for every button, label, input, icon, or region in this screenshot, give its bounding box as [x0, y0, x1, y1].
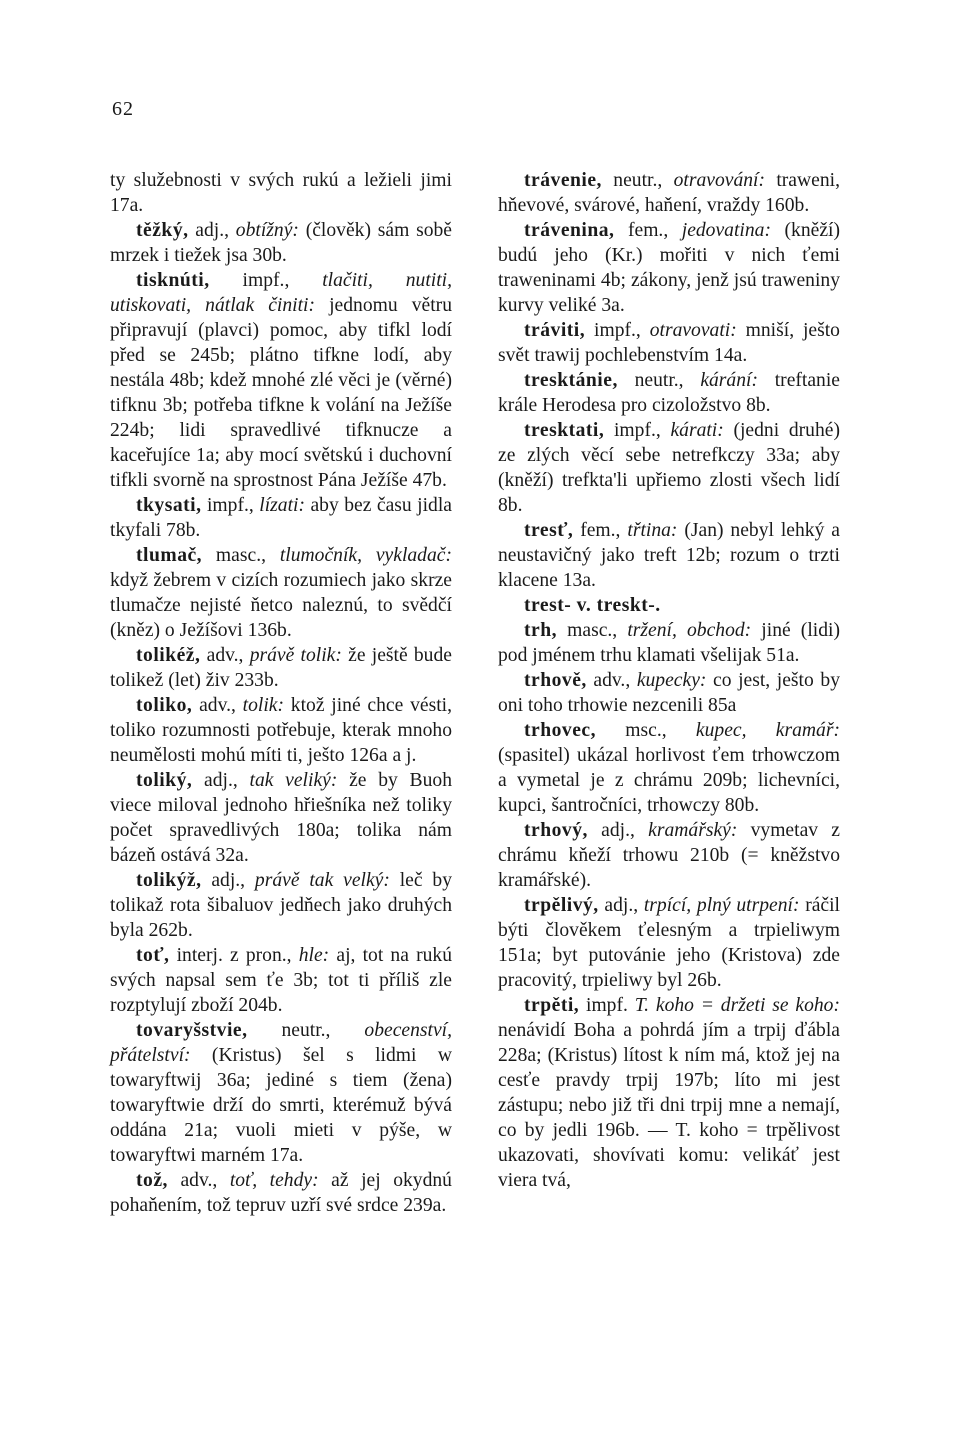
dictionary-entry: [498, 418, 840, 518]
grammar-label: masc.,: [557, 620, 628, 641]
entry-text: traweni, hňevové, svárové, haňení, vraždy 160b.: [498, 170, 840, 216]
dictionary-entry: [498, 718, 840, 818]
meaning-gloss: kupec, kramář:: [695, 720, 840, 741]
headword: tolikéž,: [136, 645, 201, 666]
entry-text: leč by tolikaž rota šibaluov jedňech jako druhých byla 262b.: [110, 870, 452, 941]
headword: toť,: [136, 945, 170, 966]
dictionary-entry: [110, 693, 452, 768]
headword: tkysati,: [136, 495, 202, 516]
meaning-gloss: otravování:: [673, 170, 766, 191]
entry-text: aj, tot na rukú svých napsal sem ťe 3b; tot ti příliš zle rozptylují zboží 204b.: [110, 945, 452, 1016]
grammar-label: neutr.,: [601, 170, 674, 191]
grammar-label: adv.,: [200, 645, 250, 666]
meaning-gloss: jedovatina:: [681, 220, 771, 241]
dictionary-entry: [110, 1168, 452, 1218]
grammar-label: adv.,: [167, 1170, 230, 1191]
entry-text: treftanie krále Herodesa pro cizoložstvo 8b.: [498, 370, 840, 416]
dictionary-entry: [110, 1018, 452, 1168]
meaning-gloss: kárati:: [670, 420, 724, 441]
entry-text: (Kristus) šel s lidmi w towaryftwij 36a; jediné s tiem (žena) towaryftwie drží do smrti, kterémuž bývá oddána 21a; vuoli mieti v pýše, w towaryftwi marném 17a.: [110, 1045, 452, 1166]
headword: tresť,: [524, 520, 574, 541]
grammar-label: adj.,: [587, 820, 649, 841]
meaning-gloss: obtížný:: [235, 220, 299, 241]
meaning-gloss: trpící, plný utrpení:: [643, 895, 800, 916]
headword: trávenie,: [524, 170, 602, 191]
grammar-label: impf.,: [604, 420, 671, 441]
dictionary-entry: [498, 593, 840, 618]
headword: trhový,: [524, 820, 588, 841]
dictionary-entry: [110, 543, 452, 643]
headword: těžký,: [136, 220, 189, 241]
meaning-gloss: otravovati:: [649, 320, 737, 341]
entry-text: že by Buoh viece miloval jednoho hřiešníka než toliky počet spravedlivých 180a; tolika nám bázeň ostává 32a.: [110, 770, 452, 866]
dictionary-entry: [110, 493, 452, 543]
grammar-label: adj.,: [201, 870, 255, 891]
headword: trpělivý,: [524, 895, 599, 916]
dictionary-entry: [110, 868, 452, 943]
dictionary-entry: [498, 318, 840, 368]
entry-text: aby bez času jidla tkyfali 78b.: [110, 495, 452, 541]
grammar-label: adj.,: [188, 220, 236, 241]
headword: tresktati,: [524, 420, 605, 441]
entry-text: nenávidí Boha a pohrdá jím a trpij ďábla 228a; (Kristus) lítost k ním má, ktož jej na cesťe pravdy trpij 197b; líto mi jest zástupu; nebo již tři dni trpij mne a nemají, co by jedli 196b. — T. koho = trpělivost ukazovati, shovívati komu: velikáť jest viera tvá,: [498, 1020, 840, 1191]
grammar-label: impf.,: [209, 270, 323, 291]
meaning-gloss: kramářský:: [648, 820, 738, 841]
entry-text: (člověk) sám sobě mrzek i tiežek jsa 30b.: [110, 220, 452, 266]
dictionary-entry: [498, 668, 840, 718]
meaning-gloss: obecenství, přátelství:: [110, 1020, 452, 1066]
entry-text: (spasitel) ukázal horlivost ťem trhowczom a vymetal je z chrámu 209b; lichevníci, kupci, šantročníci, trhowczy 80b.: [498, 745, 840, 816]
headword: treѕktánie,: [524, 370, 618, 391]
dictionary-entry: [110, 168, 452, 218]
entry-text: jednomu větru připravují (plavci) pomoc, aby tifkl lodí před se 245b; plátno tifkne lodí, aby nestála 48b; kdež mnohé zlé věci je (věrné) tifknu 3b; potřeba tifkne k volání na Ježíše 224b; lidi spravedlivé tifknucze a kaceřujíce 1a; aby mocí světskú i duchovní tifkli svorně na sprostnost Pána Ježíše 47b.: [110, 295, 452, 491]
entry-text: až jej okydnú pohaňením, tož tepruv uzří své srdce 239a.: [110, 1170, 452, 1216]
grammar-label: impf.: [579, 995, 635, 1016]
dictionary-entry: [498, 518, 840, 593]
meaning-gloss: kupecky:: [636, 670, 707, 691]
headword: trávenina,: [524, 220, 615, 241]
grammar-label: neutr.,: [247, 1020, 365, 1041]
entry-text: když žebrem v cizích rozumiech jako skrze tlumačze nejisté ňetco naleznú, to svědčí (kněz) o Ježíšovi 136b.: [110, 570, 452, 641]
headword: tlumač,: [136, 545, 203, 566]
dictionary-entry: [110, 768, 452, 868]
meaning-gloss: tolik:: [242, 695, 285, 716]
grammar-label: fem.,: [573, 520, 628, 541]
meaning-gloss: třtina:: [627, 520, 678, 541]
grammar-label: adv.,: [192, 695, 243, 716]
grammar-label: interj. z pron.,: [169, 945, 299, 966]
dictionary-entry: [498, 893, 840, 993]
meaning-gloss: tlačiti, nutiti, utiskovati, nátlak činiti:: [110, 270, 452, 316]
meaning-gloss: tlumočník, vykladač:: [279, 545, 452, 566]
headword: tovaryšstvie,: [136, 1020, 248, 1041]
headword: trest- v. treskt-.: [524, 595, 661, 616]
meaning-gloss: hle:: [298, 945, 330, 966]
entry-text: mniší, ješto svět trawij pochlebenstvím 14a.: [498, 320, 840, 366]
grammar-label: msc.,: [596, 720, 696, 741]
headword: tisknúti,: [136, 270, 210, 291]
left-column: [110, 168, 452, 1218]
dictionary-entry: [498, 993, 840, 1193]
headword: toliký,: [136, 770, 193, 791]
meaning-gloss: tržení, obchod:: [627, 620, 752, 641]
entry-text: že ještě bude tolikež (let) živ 233b.: [110, 645, 452, 691]
meaning-gloss: T. koho = držeti se koho:: [634, 995, 840, 1016]
dictionary-entry: [498, 368, 840, 418]
right-column: [498, 168, 840, 1193]
headword: trhovec,: [524, 720, 597, 741]
headword: tolikýž,: [136, 870, 202, 891]
grammar-label: impf.,: [201, 495, 260, 516]
headword: trpěti,: [524, 995, 580, 1016]
dictionary-entry: [110, 218, 452, 268]
dictionary-entry: [498, 218, 840, 318]
dictionary-entry: [498, 168, 840, 218]
meaning-gloss: lízati:: [259, 495, 305, 516]
grammar-label: adj.,: [192, 770, 250, 791]
dictionary-entry: [110, 943, 452, 1018]
meaning-gloss: tak veliký:: [249, 770, 338, 791]
grammar-label: impf.,: [585, 320, 650, 341]
headword: trhově,: [524, 670, 587, 691]
meaning-gloss: kárání:: [700, 370, 758, 391]
entry-text: vymetav z chrámu kňeží trhowu 210b (= kněžstvo kramářské).: [498, 820, 840, 891]
headword: tož,: [136, 1170, 168, 1191]
entry-text: jiné (lidi) pod jménem trhu klamati všelijak 51a.: [498, 620, 840, 666]
entry-text: ty služebnosti v svých rukú a ležieli jimi 17a.: [110, 170, 452, 216]
dictionary-entry: [498, 618, 840, 668]
grammar-label: masc.,: [202, 545, 280, 566]
page-number: 62: [112, 98, 134, 120]
meaning-gloss: toť, tehdy:: [229, 1170, 319, 1191]
headword: tráviti,: [524, 320, 586, 341]
grammar-label: fem.,: [614, 220, 682, 241]
entry-text: co jest, ješto by oni toho trhowie nezcenili 85a: [498, 670, 840, 716]
meaning-gloss: právě tak velký:: [254, 870, 390, 891]
grammar-label: adv.,: [586, 670, 637, 691]
headword: toliko,: [136, 695, 193, 716]
dictionary-entry: [110, 643, 452, 693]
entry-text: (kněží) budú jeho (Kr.) mořiti v nich ťemi traweninami 4b; zákony, jenž jsú traweniny kurvy veliké 3a.: [498, 220, 840, 316]
entry-text: ktož jiné chce vésti, toliko rozumnosti potřebuje, kterak mnoho neumělosti mohú míti ti, ješto 126a a j.: [110, 695, 452, 766]
dictionary-entry: [110, 268, 452, 493]
entry-text: ráčil býti člověkem ťelesným a trpieliwym 151a; byt putovánie jeho (Kristova) zde pracovitý, trpieliwy byl 26b.: [498, 895, 840, 991]
headword: trh,: [524, 620, 558, 641]
dictionary-entry: [498, 818, 840, 893]
meaning-gloss: právě tolik:: [249, 645, 342, 666]
entry-text: (jedni druhé) ze zlých věcí sebe netrefkczy 33a; aby (kněží) trefkta'li upřiemo zlosti všech lidí 8b.: [498, 420, 840, 516]
grammar-label: neutr.,: [617, 370, 701, 391]
grammar-label: adj.,: [598, 895, 644, 916]
entry-text: (Jan) nebyl lehký a neustavičný jako treft 12b; rozum o trzti klacene 13a.: [498, 520, 840, 591]
